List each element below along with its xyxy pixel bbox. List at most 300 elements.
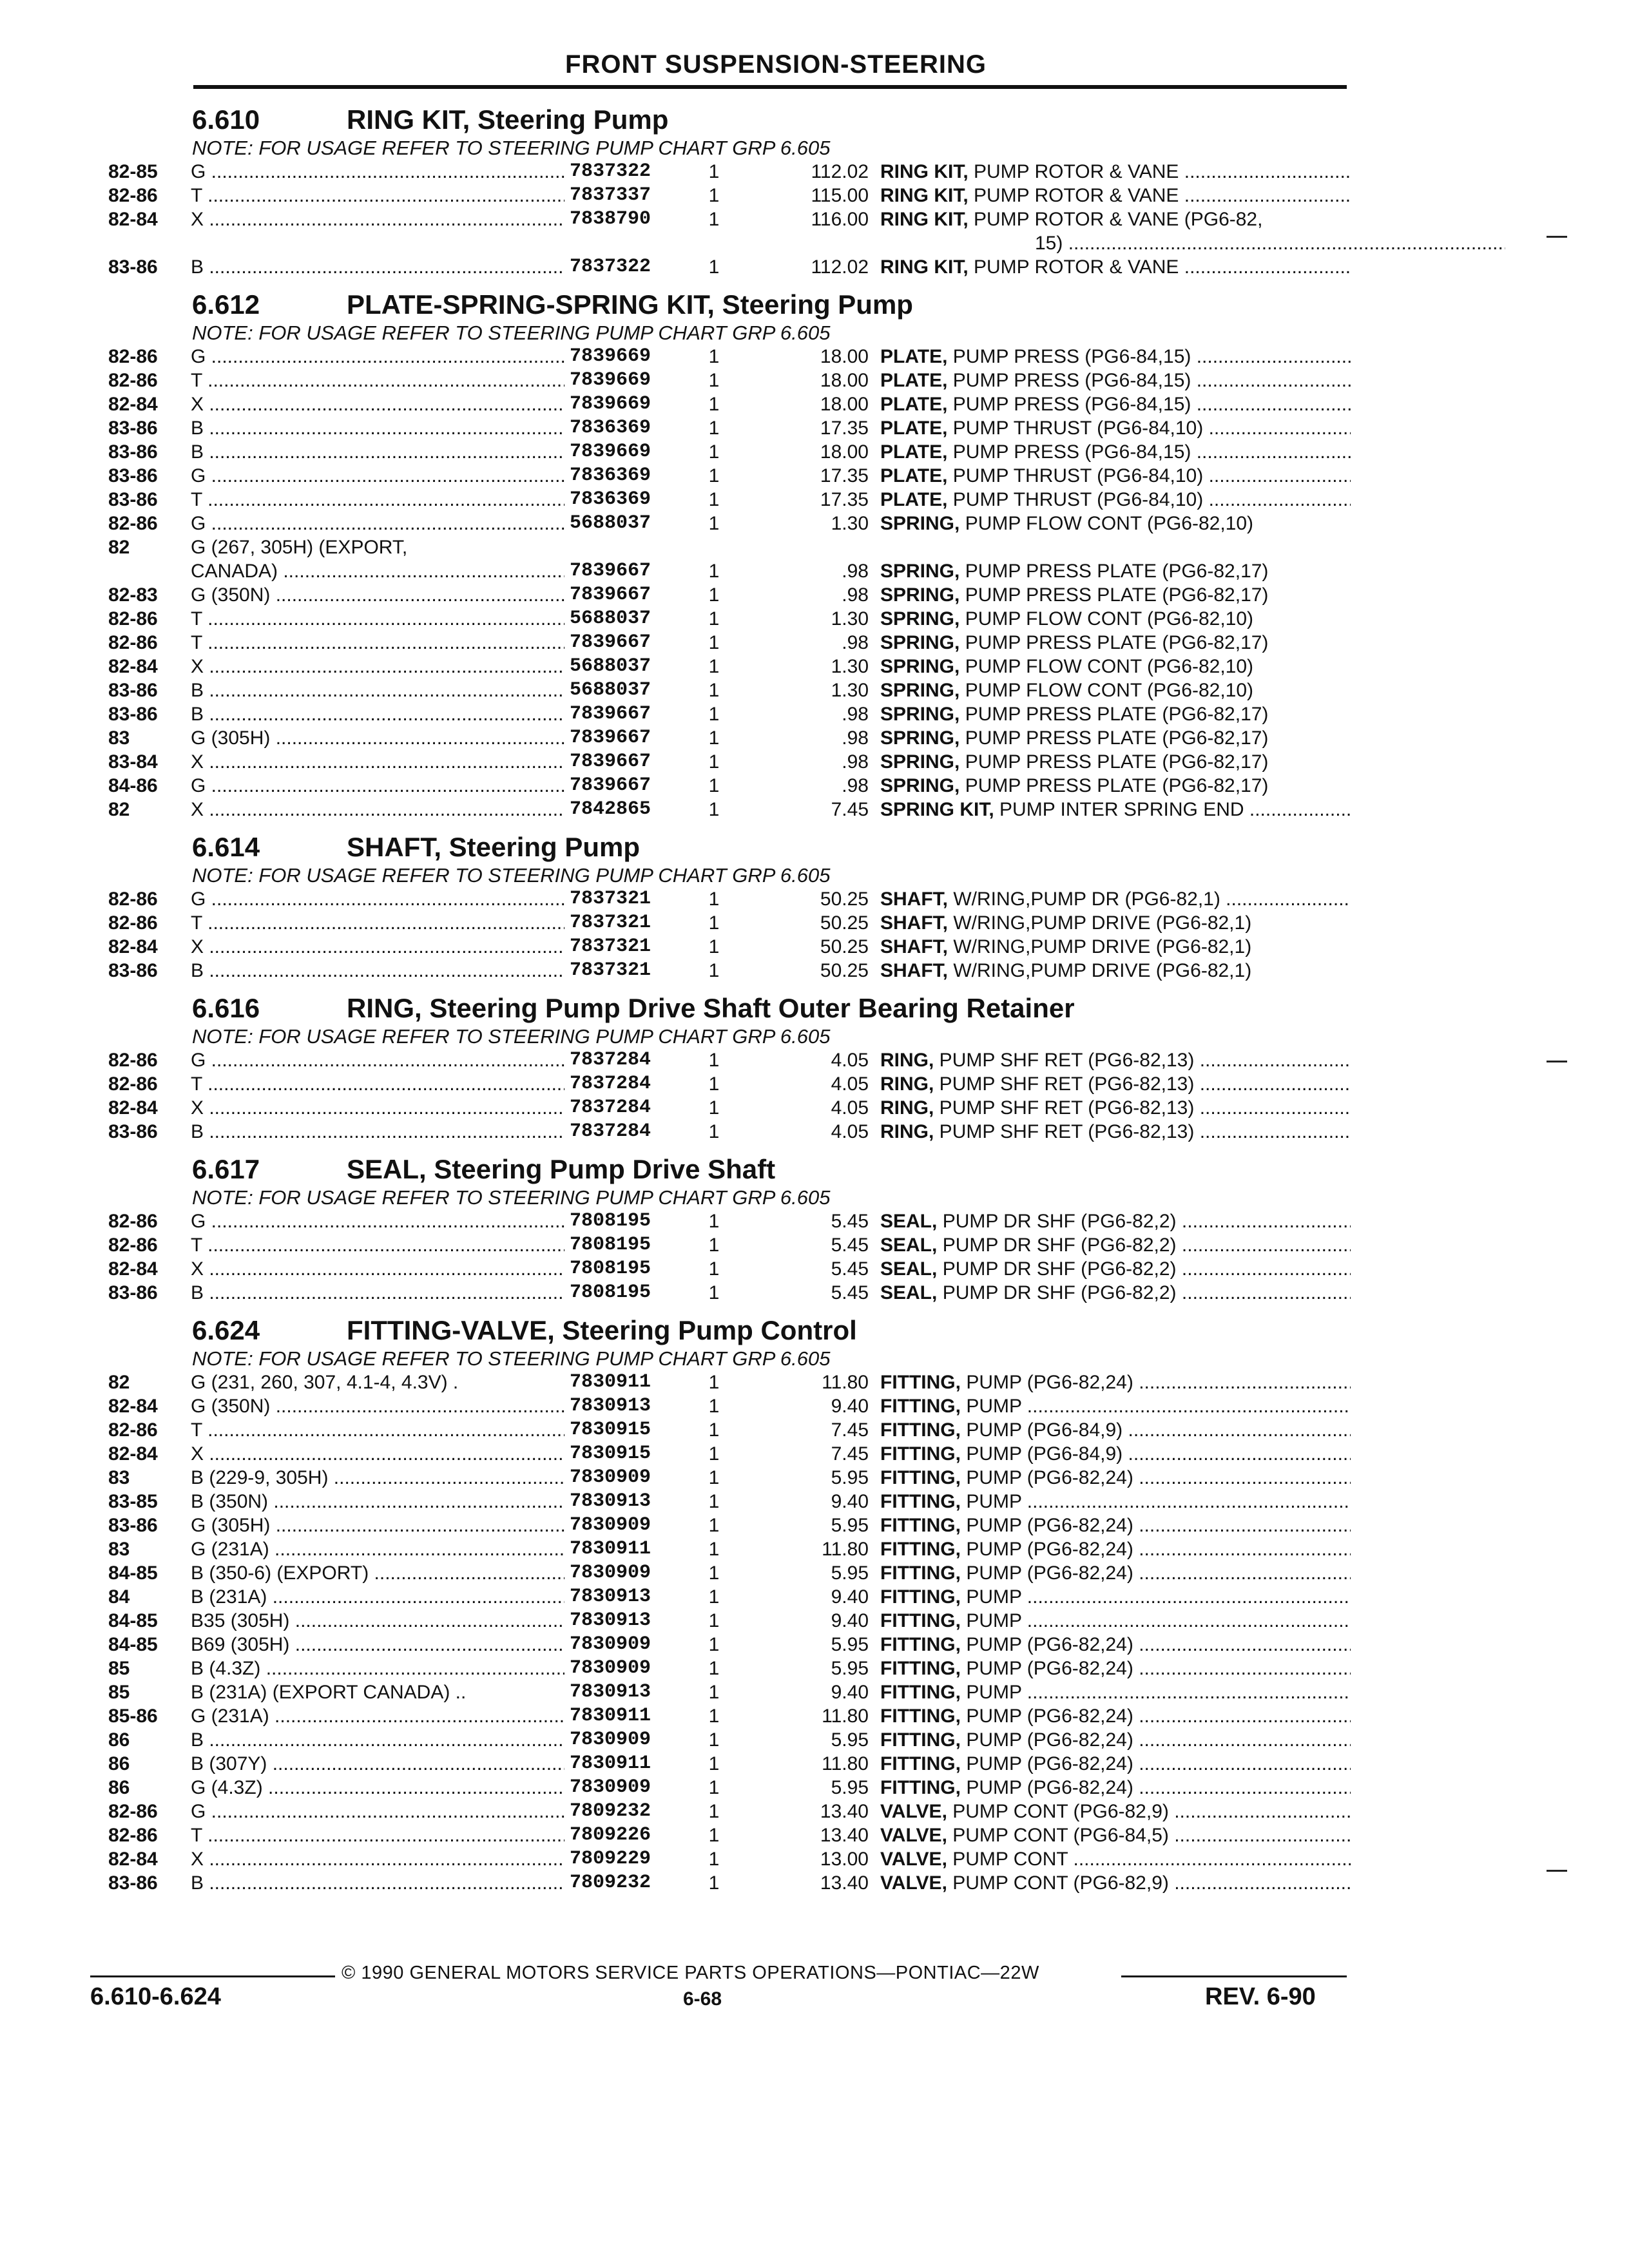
model-code: X .....: [191, 207, 642, 231]
part-detail: PUMP (PG6-84,9): [960, 1419, 1123, 1441]
model-code: G (231A) .....: [191, 1537, 642, 1561]
part-description: [880, 512, 1351, 535]
part-row: [108, 1120, 1352, 1144]
model-code: X .....: [191, 1442, 642, 1466]
part-row: [108, 798, 1352, 822]
part-description: [880, 1561, 1351, 1585]
part-detail: W/RING,PUMP DRIVE (PG6-82,1): [948, 912, 1252, 934]
model-code: B (350N) .....: [191, 1490, 642, 1514]
model-code: B (229-9, 305H) .....: [191, 1466, 642, 1490]
part-detail: PUMP PRESS PLATE (PG6-82,17): [959, 727, 1269, 749]
quantity: 1: [708, 1372, 720, 1393]
quantity: 1: [708, 394, 720, 415]
part-detail: PUMP PRESS (PG6-84,15): [947, 346, 1191, 367]
part-description: [880, 1514, 1351, 1537]
part-description: [880, 1257, 1351, 1281]
model-code: B .....: [191, 702, 642, 726]
quantity: 1: [708, 1258, 720, 1280]
part-number: 5688037: [564, 512, 686, 535]
part-name: RING KIT,: [880, 161, 969, 182]
part-detail: PUMP (PG6-82,24): [960, 1729, 1133, 1751]
part-name: RING KIT,: [880, 185, 969, 206]
part-description: [880, 345, 1351, 369]
part-row: [108, 1561, 1352, 1585]
part-detail: PUMP (PG6-82,24): [960, 1562, 1133, 1584]
part-description: [880, 184, 1351, 207]
part-number: 7837321: [564, 959, 686, 983]
part-row: [108, 678, 1352, 702]
part-description: [880, 1847, 1351, 1871]
part-row: [108, 184, 1352, 207]
model-code: B .....: [191, 1120, 642, 1144]
part-name: PLATE,: [880, 370, 948, 391]
model-year: 82-84: [108, 1443, 158, 1465]
part-number: 7842865: [564, 798, 686, 822]
part-number: 7830911: [564, 1370, 686, 1394]
part-description: [880, 416, 1351, 440]
part-detail: PUMP PRESS PLATE (PG6-82,17): [959, 561, 1269, 582]
price: 9.40: [831, 1491, 869, 1512]
part-description: [880, 798, 1351, 822]
part-description: [880, 1633, 1351, 1657]
section-title: RING KIT, Steering Pump: [347, 104, 669, 135]
quantity: 1: [708, 912, 720, 934]
model-year: 83-86: [108, 1872, 158, 1894]
part-detail: PUMP CONT (PG6-84,5): [947, 1825, 1169, 1846]
part-description: [880, 1776, 1351, 1800]
price: 9.40: [831, 1586, 869, 1608]
part-row: [108, 1657, 1352, 1680]
model-year: 82-86: [108, 370, 158, 391]
price: 50.25: [820, 912, 869, 934]
part-detail: PUMP (PG6-82,24): [960, 1777, 1133, 1798]
part-row: [108, 911, 1352, 935]
quantity: 1: [708, 1777, 720, 1798]
part-name: FITTING,: [880, 1658, 961, 1679]
price: 50.25: [820, 889, 869, 910]
part-row: [108, 440, 1352, 464]
part-detail: PUMP PRESS PLATE (PG6-82,17): [959, 751, 1269, 773]
part-row: [108, 1466, 1352, 1490]
model-year: 82-84: [108, 1849, 158, 1870]
model-year: 83-86: [108, 704, 158, 725]
part-row: [108, 1048, 1352, 1072]
price: .98: [842, 561, 869, 582]
footer-rule-left: [90, 1975, 335, 1977]
part-description: [880, 1728, 1351, 1752]
model-year: 84: [108, 1586, 130, 1608]
part-detail: PUMP THRUST (PG6-84,10): [947, 489, 1204, 510]
model-year: 82-84: [108, 1097, 158, 1119]
part-description: [880, 559, 1351, 583]
price: 13.00: [820, 1849, 869, 1870]
part-row: [108, 935, 1352, 959]
part-number: 7837337: [564, 184, 686, 207]
part-row: [108, 1585, 1352, 1609]
model-year: 82-86: [108, 346, 158, 367]
part-detail: PUMP (PG6-82,24): [960, 1706, 1133, 1727]
part-detail: PUMP CONT (PG6-82,9): [947, 1801, 1169, 1822]
part-name: RING,: [880, 1073, 934, 1095]
part-number: 7830913: [564, 1394, 686, 1418]
quantity: 1: [708, 256, 720, 278]
part-number: 7839667: [564, 750, 686, 774]
quantity: 1: [708, 704, 720, 725]
model-code: G .....: [191, 774, 642, 798]
part-name: SHAFT,: [880, 912, 948, 934]
quantity: 1: [708, 936, 720, 957]
quantity: 1: [708, 1073, 720, 1095]
part-row: [108, 1490, 1352, 1514]
section-number: 6.612: [192, 289, 260, 320]
part-number: 7839669: [564, 392, 686, 416]
quantity: 1: [708, 1801, 720, 1822]
model-code: G (267, 305H) (EXPORT,: [191, 537, 408, 558]
part-name: SPRING,: [880, 727, 960, 749]
part-number: 7837321: [564, 887, 686, 911]
quantity: 1: [708, 1515, 720, 1536]
price: .98: [842, 751, 869, 773]
part-name: FITTING,: [880, 1777, 961, 1798]
model-year: 83-86: [108, 418, 158, 439]
quantity: 1: [708, 1610, 720, 1631]
model-year: 82-86: [108, 1419, 158, 1441]
part-number: 7830913: [564, 1609, 686, 1633]
price: 112.02: [811, 256, 869, 278]
price: 116.00: [811, 209, 869, 230]
part-detail: PUMP (PG6-82,24): [960, 1753, 1133, 1774]
part-detail: PUMP: [960, 1396, 1022, 1417]
quantity: 1: [708, 561, 720, 582]
part-name: VALVE,: [880, 1872, 947, 1894]
price: .98: [842, 775, 869, 796]
price: 5.95: [831, 1634, 869, 1655]
quantity: 1: [708, 608, 720, 629]
part-detail: PUMP FLOW CONT (PG6-82,10): [959, 608, 1254, 629]
part-number: 7830909: [564, 1514, 686, 1537]
price: 17.35: [820, 465, 869, 486]
part-number: 7836369: [564, 464, 686, 488]
part-name: VALVE,: [880, 1849, 947, 1870]
model-code: T .....: [191, 1418, 642, 1442]
part-name: SPRING,: [880, 704, 960, 725]
part-description: [880, 1680, 1351, 1704]
model-year: 83-86: [108, 960, 158, 981]
part-row: [108, 774, 1352, 798]
section-heading: [108, 94, 1352, 137]
part-detail: PUMP (PG6-82,24): [960, 1539, 1133, 1560]
model-year: 85: [108, 1658, 130, 1679]
price: .98: [842, 632, 869, 653]
model-year: 85-86: [108, 1706, 158, 1727]
model-code: X .....: [191, 392, 642, 416]
quantity: 1: [708, 632, 720, 653]
footer-rule-right: [1121, 1975, 1347, 1977]
model-code: B .....: [191, 255, 642, 279]
part-number: 5688037: [564, 678, 686, 702]
part-number: 7839669: [564, 369, 686, 392]
model-code: T .....: [191, 911, 642, 935]
part-name: SEAL,: [880, 1258, 938, 1280]
part-description: [880, 678, 1351, 702]
part-description: [880, 774, 1351, 798]
part-detail: PUMP ROTOR & VANE: [968, 161, 1179, 182]
footer-page-number: 6-68: [683, 1988, 722, 2010]
section-title: PLATE-SPRING-SPRING KIT, Steering Pump: [347, 289, 913, 320]
model-year: 82: [108, 1372, 130, 1393]
part-number: 7837284: [564, 1096, 686, 1120]
model-year: 82-83: [108, 584, 158, 606]
part-detail: PUMP (PG6-82,24): [960, 1634, 1133, 1655]
price: 11.80: [822, 1539, 869, 1560]
part-detail: PUMP CONT (PG6-82,9): [947, 1872, 1169, 1894]
part-description: [880, 911, 1351, 935]
part-detail: PUMP FLOW CONT (PG6-82,10): [959, 680, 1254, 701]
part-name: PLATE,: [880, 346, 948, 367]
part-detail: PUMP: [960, 1610, 1022, 1631]
part-row: [108, 416, 1352, 440]
model-year: 82-86: [108, 1073, 158, 1095]
part-row: [108, 535, 1352, 559]
part-row: [108, 1257, 1352, 1281]
part-detail: PUMP DR SHF (PG6-82,2): [937, 1258, 1177, 1280]
part-detail: PUMP THRUST (PG6-84,10): [947, 418, 1204, 439]
part-description: [880, 1466, 1351, 1490]
part-row: [108, 488, 1352, 512]
part-name: FITTING,: [880, 1729, 961, 1751]
quantity: 1: [708, 889, 720, 910]
part-description: [880, 583, 1351, 607]
part-number: 7808195: [564, 1233, 686, 1257]
part-description: [880, 1704, 1351, 1728]
quantity: 1: [708, 1235, 720, 1256]
part-row: [108, 392, 1352, 416]
part-row: [108, 512, 1352, 535]
part-description: [880, 1281, 1351, 1305]
page-header-title: FRONT SUSPENSION-STEERING: [565, 50, 987, 79]
part-row: [108, 1537, 1352, 1561]
model-code: B .....: [191, 1281, 642, 1305]
part-name: PLATE,: [880, 489, 948, 510]
part-number: 7809229: [564, 1847, 686, 1871]
quantity: 1: [708, 1396, 720, 1417]
part-row: [108, 959, 1352, 983]
model-year: 86: [108, 1777, 130, 1798]
part-row: [108, 1514, 1352, 1537]
part-name: SPRING,: [880, 656, 960, 677]
part-number: 7839669: [564, 440, 686, 464]
part-number: 7837321: [564, 935, 686, 959]
part-row: [108, 1752, 1352, 1776]
quantity: 1: [708, 1097, 720, 1119]
price: 7.45: [831, 1443, 869, 1465]
margin-tick-mark: [1547, 236, 1567, 238]
price: 4.05: [831, 1121, 869, 1142]
model-year: 82-84: [108, 209, 158, 230]
part-description: [880, 488, 1351, 512]
quantity: 1: [708, 751, 720, 773]
part-number: 7839667: [564, 702, 686, 726]
part-description: [880, 1871, 1351, 1895]
part-name: SHAFT,: [880, 936, 948, 957]
part-name: PLATE,: [880, 394, 948, 415]
model-code: G .....: [191, 160, 642, 184]
model-year: 83: [108, 1539, 130, 1560]
part-row: [108, 655, 1352, 678]
model-code: G .....: [191, 1048, 642, 1072]
price: 1.30: [831, 513, 869, 534]
part-description: [880, 1752, 1351, 1776]
section-heading: [108, 279, 1352, 322]
part-row: [108, 1871, 1352, 1895]
part-description: [880, 935, 1351, 959]
model-code: T .....: [191, 1233, 642, 1257]
part-number: 7830909: [564, 1561, 686, 1585]
model-year: 82-86: [108, 1050, 158, 1071]
part-description: [880, 655, 1351, 678]
price: 4.05: [831, 1097, 869, 1119]
price: 5.95: [831, 1729, 869, 1751]
price: .98: [842, 704, 869, 725]
model-code: G .....: [191, 345, 642, 369]
model-code: X .....: [191, 655, 642, 678]
part-detail: PUMP PRESS PLATE (PG6-82,17): [959, 704, 1269, 725]
part-number: 7837322: [564, 160, 686, 184]
part-name: SEAL,: [880, 1282, 938, 1303]
part-name: SHAFT,: [880, 960, 948, 981]
part-detail: PUMP PRESS (PG6-84,15): [947, 441, 1191, 463]
model-code: B (231A) .....: [191, 1585, 642, 1609]
margin-tick-mark: [1547, 1870, 1567, 1872]
model-code: B35 (305H) .....: [191, 1609, 642, 1633]
part-name: SPRING,: [880, 561, 960, 582]
model-code: B69 (305H) .....: [191, 1633, 642, 1657]
quantity: 1: [708, 1491, 720, 1512]
part-name: SPRING,: [880, 632, 960, 653]
price: 17.35: [820, 418, 869, 439]
part-description: [880, 1120, 1351, 1144]
model-year: 82-84: [108, 1396, 158, 1417]
model-code: X .....: [191, 1096, 642, 1120]
part-number: 7838790: [564, 207, 686, 231]
part-detail: PUMP PRESS PLATE (PG6-82,17): [959, 775, 1269, 796]
part-detail: PUMP FLOW CONT (PG6-82,10): [959, 656, 1254, 677]
part-detail: PUMP THRUST (PG6-84,10): [947, 465, 1204, 486]
part-number: 7830911: [564, 1704, 686, 1728]
part-number: 7830909: [564, 1776, 686, 1800]
price: 13.40: [820, 1825, 869, 1846]
part-number: 7830913: [564, 1680, 686, 1704]
part-number: 7837322: [564, 255, 686, 279]
part-name: FITTING,: [880, 1634, 961, 1655]
part-detail: PUMP CONT: [947, 1849, 1068, 1870]
part-detail: PUMP FLOW CONT (PG6-82,10): [959, 513, 1254, 534]
quantity: 1: [708, 418, 720, 439]
model-code: G (305H) .....: [191, 1514, 642, 1537]
part-description: [880, 1048, 1351, 1072]
part-row: [108, 1233, 1352, 1257]
price: 9.40: [831, 1610, 869, 1631]
part-row: [108, 207, 1352, 231]
part-detail: PUMP ROTOR & VANE: [968, 185, 1179, 206]
part-row: [108, 1096, 1352, 1120]
model-year: 85: [108, 1682, 130, 1703]
part-name: FITTING,: [880, 1586, 961, 1608]
part-detail: PUMP SHF RET (PG6-82,13): [934, 1073, 1195, 1095]
part-row: [108, 1072, 1352, 1096]
price: 11.80: [822, 1753, 869, 1774]
model-year: 83-86: [108, 256, 158, 278]
model-code: T .....: [191, 369, 642, 392]
part-name: RING,: [880, 1121, 934, 1142]
model-year: 82-86: [108, 608, 158, 629]
price: 18.00: [820, 370, 869, 391]
part-detail: W/RING,PUMP DRIVE (PG6-82,1): [948, 960, 1252, 981]
price: 5.95: [831, 1658, 869, 1679]
part-number: 7808195: [564, 1209, 686, 1233]
part-name: FITTING,: [880, 1753, 961, 1774]
quantity: 1: [708, 1586, 720, 1608]
part-description: [880, 369, 1351, 392]
part-name: SPRING,: [880, 751, 960, 773]
quantity: 1: [708, 727, 720, 749]
model-year: 83-85: [108, 1491, 158, 1512]
section-title: SEAL, Steering Pump Drive Shaft: [347, 1154, 776, 1184]
model-code: T .....: [191, 184, 642, 207]
part-name: FITTING,: [880, 1610, 961, 1631]
part-row: [108, 1370, 1352, 1394]
section-number: 6.624: [192, 1315, 260, 1345]
part-number: 7830913: [564, 1490, 686, 1514]
part-name: PLATE,: [880, 418, 948, 439]
part-row: [108, 1823, 1352, 1847]
part-row: [108, 702, 1352, 726]
part-row: [108, 1609, 1352, 1633]
part-number: 7837284: [564, 1120, 686, 1144]
usage-note: NOTE: FOR USAGE REFER TO STEERING PUMP CHART GRP 6.605: [192, 1186, 831, 1209]
quantity: 1: [708, 465, 720, 486]
part-number: 7839667: [564, 726, 686, 750]
part-row: [108, 1680, 1352, 1704]
model-year: 83-86: [108, 465, 158, 486]
part-detail: PUMP: [960, 1682, 1022, 1703]
price: 50.25: [820, 960, 869, 981]
price: 5.45: [831, 1211, 869, 1232]
part-description: [880, 1442, 1351, 1466]
part-row: [108, 1704, 1352, 1728]
part-row: [108, 464, 1352, 488]
part-row: [108, 1394, 1352, 1418]
quantity: 1: [708, 1121, 720, 1142]
part-description: [880, 607, 1351, 631]
price: 5.95: [831, 1467, 869, 1488]
part-detail: PUMP PRESS (PG6-84,15): [947, 394, 1191, 415]
part-number: 7830909: [564, 1466, 686, 1490]
part-row: [108, 1776, 1352, 1800]
model-code: G .....: [191, 464, 642, 488]
part-number: 7830909: [564, 1657, 686, 1680]
model-code: B .....: [191, 416, 642, 440]
part-description: [880, 702, 1351, 726]
quantity: 1: [708, 584, 720, 606]
part-number: 7809232: [564, 1800, 686, 1823]
part-name: RING KIT,: [880, 256, 969, 278]
part-description: [880, 631, 1351, 655]
sections-container: [108, 94, 1352, 1895]
model-code: B (4.3Z) .....: [191, 1657, 642, 1680]
quantity: 1: [708, 960, 720, 981]
part-detail: PUMP SHF RET (PG6-82,13): [934, 1050, 1195, 1071]
